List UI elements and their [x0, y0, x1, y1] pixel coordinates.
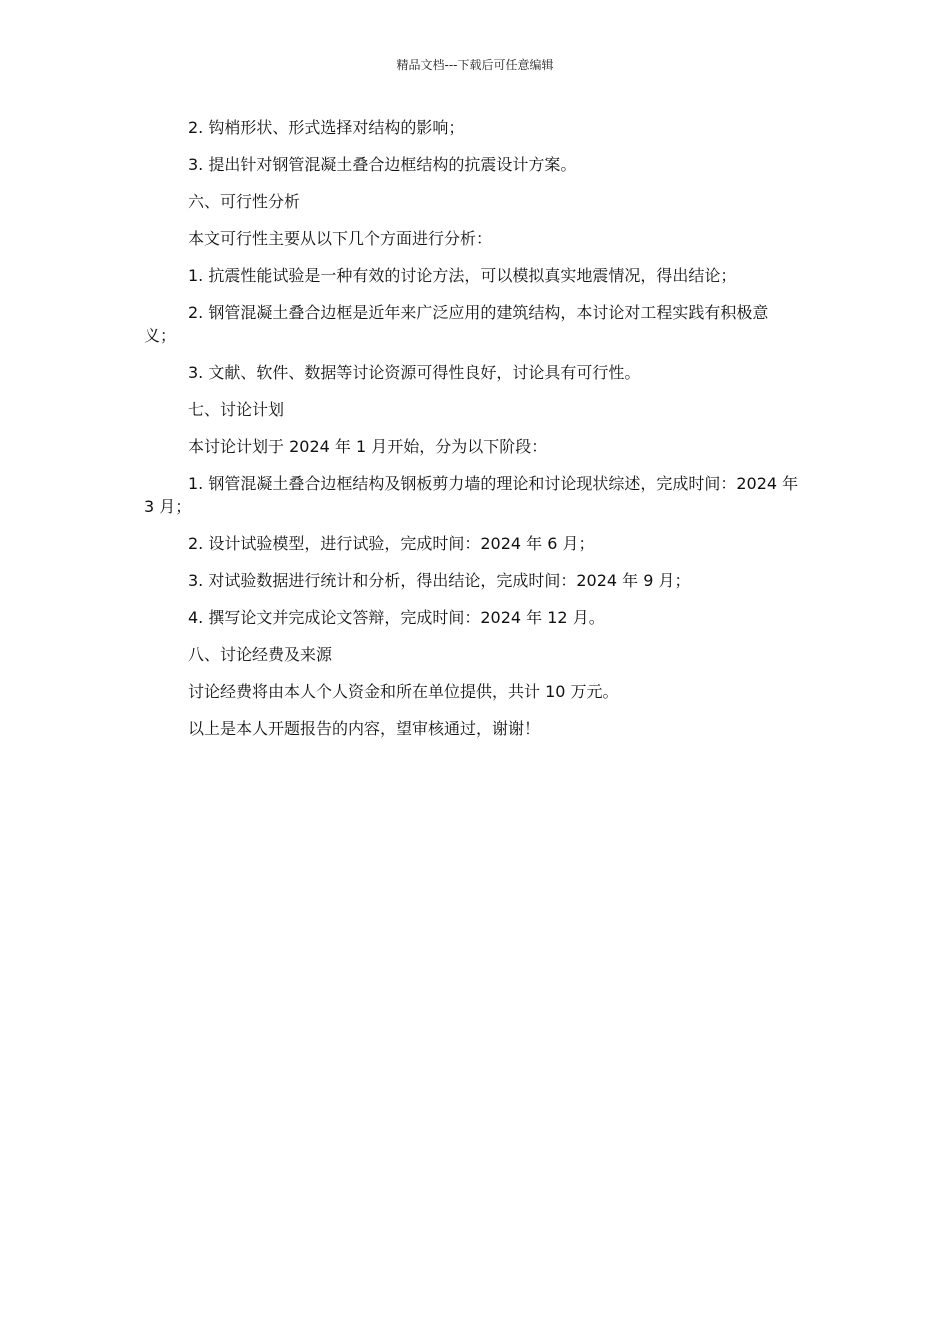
paragraph-feasibility-2: 2. 钢管混凝土叠合边框是近年来广泛应用的建筑结构，本讨论对工程实践有积极意义；	[144, 303, 769, 345]
section-heading-feasibility: 六、可行性分析	[188, 192, 301, 211]
section-heading-plan: 七、讨论计划	[188, 400, 285, 419]
paragraph-feasibility-intro: 本文可行性主要从以下几个方面进行分析：	[188, 229, 493, 248]
paragraph-closing: 以上是本人开题报告的内容，望审核通过，谢谢！	[188, 719, 541, 738]
paragraph-item-2: 2. 钩梢形状、形式选择对结构的影响；	[188, 118, 465, 137]
paragraph-plan-2: 2. 设计试验模型，进行试验，完成时间：2024 年 6 月；	[188, 534, 595, 553]
paragraph-item-3: 3. 提出针对钢管混凝土叠合边框结构的抗震设计方案。	[188, 155, 577, 174]
paragraph-funding: 讨论经费将由本人个人资金和所在单位提供，共计 10 万元。	[188, 682, 619, 701]
page-header: 精品文档---下载后可任意编辑	[396, 58, 554, 72]
paragraph-plan-intro: 本讨论计划于 2024 年 1 月开始，分为以下阶段：	[188, 437, 548, 456]
paragraph-feasibility-1: 1. 抗震性能试验是一种有效的讨论方法，可以模拟真实地震情况，得出结论；	[188, 266, 737, 285]
section-heading-funding: 八、讨论经费及来源	[188, 645, 333, 664]
document-body	[144, 116, 800, 754]
paragraph-feasibility-3: 3. 文献、软件、数据等讨论资源可得性良好，讨论具有可行性。	[188, 363, 641, 382]
paragraph-plan-1: 1. 钢管混凝土叠合边框结构及钢板剪力墙的理论和讨论现状综述，完成时间：2024 年 3 月；	[144, 474, 799, 516]
paragraph-plan-4: 4. 撰写论文并完成论文答辩，完成时间：2024 年 12 月。	[188, 608, 605, 627]
paragraph-plan-3: 3. 对试验数据进行统计和分析，得出结论，完成时间：2024 年 9 月；	[188, 571, 691, 590]
